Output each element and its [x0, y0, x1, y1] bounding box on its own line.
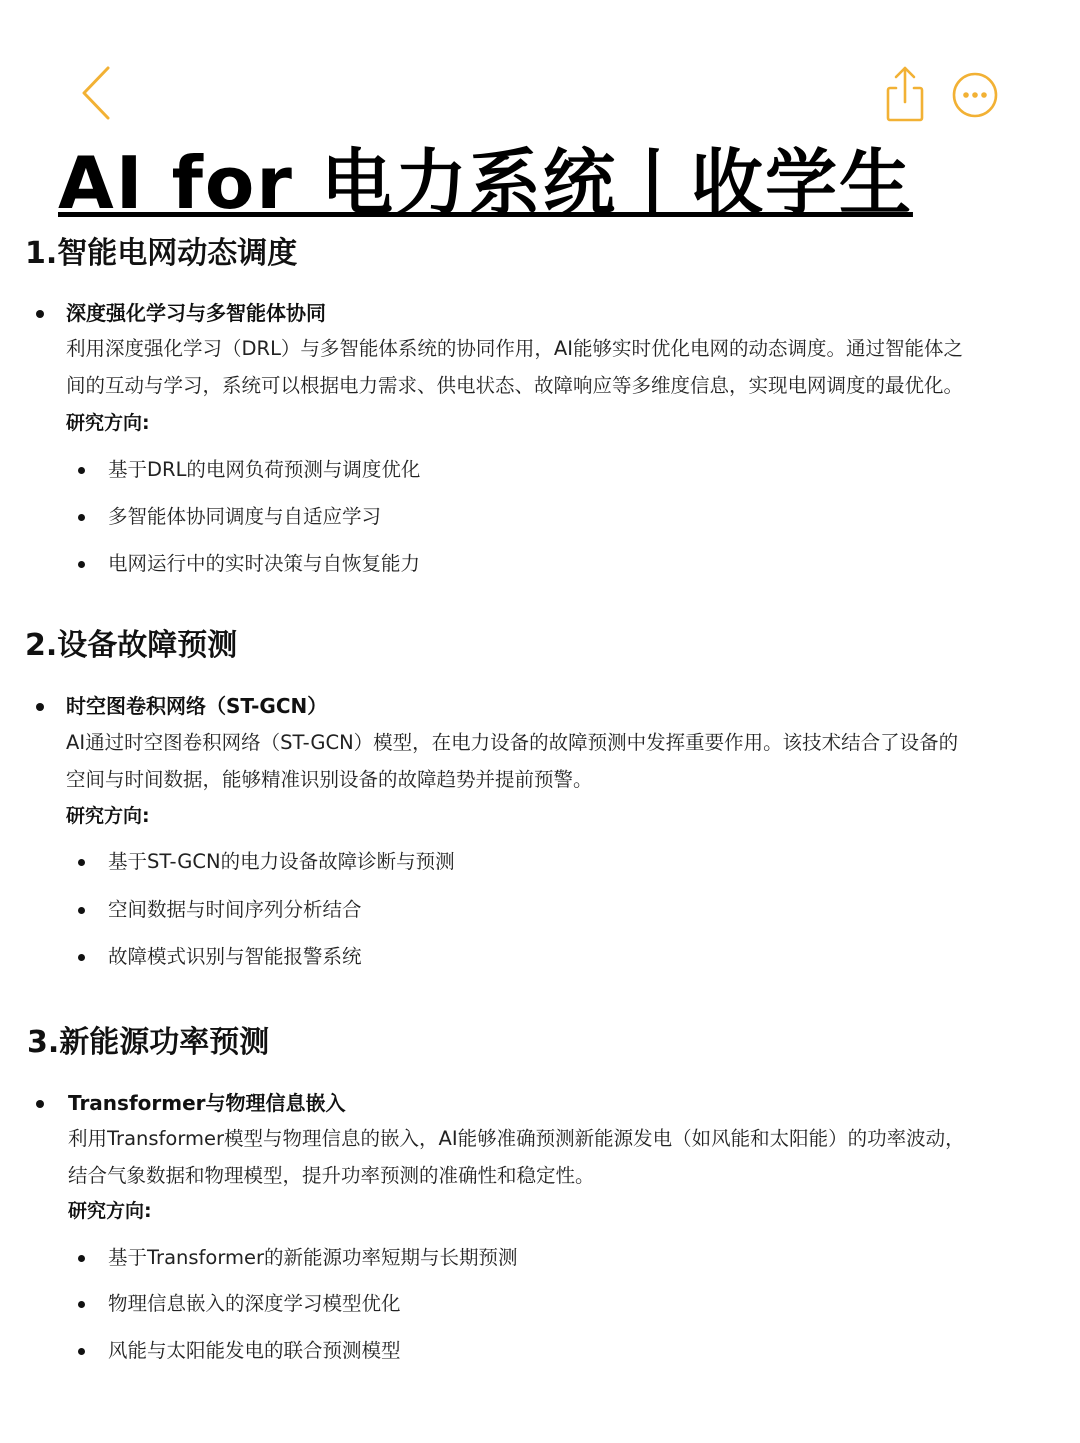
bullet: [78, 467, 85, 474]
item-title: Transformer与物理信息嵌入: [68, 1091, 346, 1115]
bullet: [78, 954, 85, 961]
direction-item: [78, 455, 978, 485]
bullet: [78, 1348, 85, 1355]
bullet: [78, 907, 85, 914]
direction-item: [78, 502, 978, 532]
item-title: 时空图卷积网络（ST-GCN）: [66, 694, 328, 718]
section-title-1: 1.智能电网动态调度: [25, 236, 298, 271]
item-desc-line: 结合气象数据和物理模型，提升功率预测的准确性和稳定性。: [68, 1164, 595, 1187]
bullet: [78, 1255, 85, 1262]
section-title-2: 2.设备故障预测: [25, 628, 238, 663]
direction-item: [78, 895, 978, 925]
item-desc-line: 利用深度强化学习（DRL）与多智能体系统的协同作用，AI能够实时优化电网的动态调度。通过智能体之: [66, 337, 964, 360]
directions-label: 研究方向:: [68, 1200, 152, 1222]
direction-text: 空间数据与时间序列分析结合: [108, 898, 362, 921]
direction-item: [78, 847, 978, 877]
directions-label: 研究方向:: [66, 412, 150, 434]
bullet: [78, 514, 85, 521]
more-button[interactable]: [950, 70, 1000, 120]
direction-text: 基于Transformer的新能源功率短期与长期预测: [108, 1246, 518, 1269]
share-icon: [882, 64, 928, 124]
direction-item: [78, 549, 978, 579]
direction-text: 风能与太阳能发电的联合预测模型: [108, 1339, 401, 1362]
direction-item: [78, 1289, 978, 1319]
bullet: [78, 561, 85, 568]
directions-label: 研究方向:: [66, 805, 150, 827]
direction-item: [78, 942, 978, 972]
bullet: [36, 1100, 44, 1108]
direction-text: 基于ST-GCN的电力设备故障诊断与预测: [108, 850, 455, 873]
chevron-left-icon: [72, 62, 122, 124]
item-desc-line: AI通过时空图卷积网络（ST-GCN）模型，在电力设备的故障预测中发挥重要作用。该技术结合了设备的: [66, 731, 959, 754]
item-desc-line: 空间与时间数据，能够精准识别设备的故障趋势并提前预警。: [66, 768, 593, 791]
bullet: [78, 1301, 85, 1308]
page-title: AI for 电力系统丨收学生: [58, 141, 913, 225]
item-desc-line: 利用Transformer模型与物理信息的嵌入，AI能够准确预测新能源发电（如风能和太阳能）的功率波动，: [68, 1127, 965, 1150]
direction-item: [78, 1336, 978, 1366]
bullet: [36, 703, 44, 711]
direction-text: 电网运行中的实时决策与自恢复能力: [108, 552, 421, 575]
back-button[interactable]: [72, 62, 122, 124]
more-icon: [950, 70, 1000, 120]
direction-item: [78, 1243, 978, 1273]
direction-text: 基于DRL的电网负荷预测与调度优化: [108, 458, 421, 481]
direction-text: 多智能体协同调度与自适应学习: [108, 505, 382, 528]
direction-text: 故障模式识别与智能报警系统: [108, 945, 362, 968]
item-title: 深度强化学习与多智能体协同: [66, 301, 326, 325]
section-title-3: 3.新能源功率预测: [27, 1025, 270, 1060]
share-button[interactable]: [882, 64, 928, 124]
bullet: [78, 859, 85, 866]
top-bar: [0, 0, 1080, 140]
bullet: [36, 310, 44, 318]
item-desc-line: 间的互动与学习，系统可以根据电力需求、供电状态、故障响应等多维度信息，实现电网调度的最优化。: [66, 374, 964, 397]
direction-text: 物理信息嵌入的深度学习模型优化: [108, 1292, 401, 1315]
